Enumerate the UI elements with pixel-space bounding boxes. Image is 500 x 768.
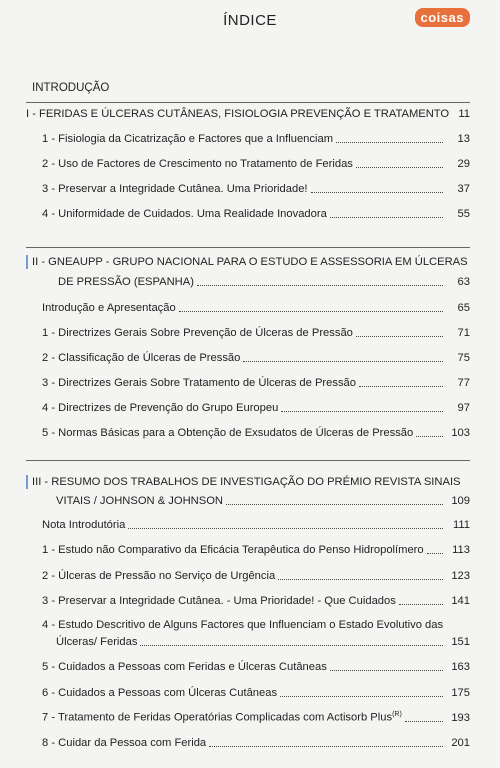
entry-label: 1 - Estudo não Comparativo da Eficácia Terapêutica do Penso Hidropolímero — [42, 544, 424, 556]
toc-entry — [26, 710, 470, 726]
entry-label: Nota Introdutória — [42, 519, 126, 531]
toc-entry — [26, 685, 470, 701]
section-title-line2: DE PRESSÃO (ESPANHA) — [58, 276, 194, 288]
entry-label-line2: Úlceras/ Feridas — [56, 636, 138, 648]
entry-label: 8 - Cuidar da Pessoa com Ferida — [42, 737, 207, 749]
leader-dots — [356, 167, 443, 168]
leader-dots — [356, 336, 443, 337]
page-number: 13 — [457, 133, 470, 145]
toc-entry — [26, 400, 470, 416]
leader-dots — [427, 553, 443, 554]
page-number: 123 — [451, 570, 470, 582]
entry-label — [26, 707, 402, 726]
entry-label: 4 - Directrizes de Prevenção do Grupo Europeu — [42, 402, 279, 414]
page-number: 65 — [457, 302, 470, 314]
toc-entry — [26, 375, 470, 391]
toc-entry — [26, 206, 470, 222]
leader-dots — [336, 142, 443, 143]
entry-label: 6 - Cuidados a Pessoas com Úlceras Cutâneas — [42, 687, 278, 699]
section-divider — [26, 460, 470, 461]
page-number: 37 — [457, 183, 470, 195]
entry-label: 2 - Úlceras de Pressão no Serviço de Urgência — [42, 570, 276, 582]
section-title-line1: III - RESUMO DOS TRABALHOS DE INVESTIGAÇÃO DO PRÉMIO REVISTA SINAIS — [32, 476, 461, 488]
leader-dots — [359, 386, 443, 387]
page-number: 29 — [457, 158, 470, 170]
toc-entry — [26, 542, 470, 558]
page-number: 63 — [457, 276, 470, 288]
toc-entry — [26, 350, 470, 366]
section-divider — [26, 102, 470, 103]
page-number: 141 — [451, 595, 470, 607]
toc-entry — [26, 325, 470, 341]
intro-heading: INTRODUÇÃO — [32, 82, 110, 94]
toc-entry — [26, 181, 470, 197]
brand-logo: coisas — [415, 8, 470, 27]
toc-entry — [26, 634, 470, 650]
leader-dots — [209, 746, 443, 747]
leader-dots — [197, 285, 443, 286]
toc-entry — [26, 659, 470, 675]
leader-dots — [280, 696, 443, 697]
page-number: 55 — [457, 208, 470, 220]
section-accent-bar — [26, 475, 28, 489]
toc-entry — [26, 156, 470, 172]
entry-label: 5 - Normas Básicas para a Obtenção de Exsudatos de Úlceras de Pressão — [42, 427, 414, 439]
page-number: 163 — [451, 661, 470, 673]
toc-entry — [26, 517, 470, 533]
section-title: I - FERIDAS E ÚLCERAS CUTÂNEAS, FISIOLOGIA PREVENÇÃO E TRATAMENTO — [26, 108, 450, 120]
registered-mark: (R) — [392, 711, 402, 719]
entry-label: 2 - Classificação de Úlceras de Pressão — [42, 352, 241, 364]
entry-label: 1 - Fisiologia da Cicatrização e Factores que a Influenciam — [42, 133, 334, 145]
section-title-line1: II - GNEAUPP - GRUPO NACIONAL PARA O ESTUDO E ASSESSORIA EM ÚLCERAS — [32, 256, 468, 268]
section-3 — [26, 458, 470, 763]
entry-label: 2 - Uso de Factores de Crescimento no Tratamento de Feridas — [42, 158, 353, 170]
leader-dots — [140, 645, 443, 646]
toc-entry — [26, 568, 470, 584]
entry-label-text: 7 - Tratamento de Feridas Operatórias Complicadas com Actisorb Plus — [42, 712, 393, 724]
page-number: 111 — [452, 519, 470, 531]
section-2 — [26, 245, 470, 445]
section-divider — [26, 247, 470, 248]
entry-label: 5 - Cuidados a Pessoas com Feridas e Úlceras Cutâneas — [42, 661, 327, 673]
toc-entry — [26, 735, 470, 751]
entry-label-line1: 4 - Estudo Descritivo de Alguns Factores que Influenciam o Estado Evolutivo das — [42, 619, 444, 631]
leader-dots — [243, 361, 443, 362]
page-number: 97 — [457, 402, 470, 414]
section-accent-bar — [26, 255, 28, 269]
entry-label: 3 - Directrizes Gerais Sobre Tratamento de Úlceras de Pressão — [42, 377, 356, 389]
page-number: 71 — [457, 327, 470, 339]
page-number: 109 — [451, 495, 470, 507]
leader-dots — [405, 721, 443, 722]
page-number: 151 — [451, 636, 470, 648]
page-title: ÍNDICE — [223, 12, 277, 29]
section-heading — [26, 493, 470, 509]
leader-dots — [278, 579, 443, 580]
toc-entry — [26, 425, 470, 441]
page-number: 77 — [457, 377, 470, 389]
entry-label: 4 - Uniformidade de Cuidados. Uma Realidade Inovadora — [42, 208, 327, 220]
page-number: 103 — [451, 427, 470, 439]
toc-entry — [26, 131, 470, 147]
leader-dots — [128, 528, 443, 529]
leader-dots — [226, 504, 443, 505]
entry-label: Introdução e Apresentação — [42, 302, 176, 314]
page-number: 175 — [451, 687, 470, 699]
section-heading — [26, 106, 470, 122]
entry-label: 3 - Preservar a Integridade Cutânea. Uma Prioridade! — [42, 183, 308, 195]
leader-dots — [281, 411, 443, 412]
page-number: 113 — [452, 544, 470, 556]
page-number: 75 — [457, 352, 470, 364]
page-number: 193 — [451, 712, 470, 724]
section-heading — [26, 274, 470, 290]
leader-dots — [311, 192, 443, 193]
toc-entry — [26, 300, 470, 316]
leader-dots — [330, 217, 443, 218]
leader-dots — [179, 311, 443, 312]
section-1 — [26, 100, 470, 230]
leader-dots — [330, 670, 443, 671]
leader-dots — [399, 604, 443, 605]
page-number: 11 — [458, 108, 470, 120]
page-number: 201 — [451, 737, 470, 749]
section-title-line2: VITAIS / JOHNSON & JOHNSON — [56, 495, 224, 507]
toc-entry — [26, 593, 470, 609]
leader-dots — [416, 436, 443, 437]
entry-label: 3 - Preservar a Integridade Cutânea. - Uma Prioridade! - Que Cuidados — [42, 595, 396, 607]
entry-label: 1 - Directrizes Gerais Sobre Prevenção de Úlceras de Pressão — [42, 327, 353, 339]
